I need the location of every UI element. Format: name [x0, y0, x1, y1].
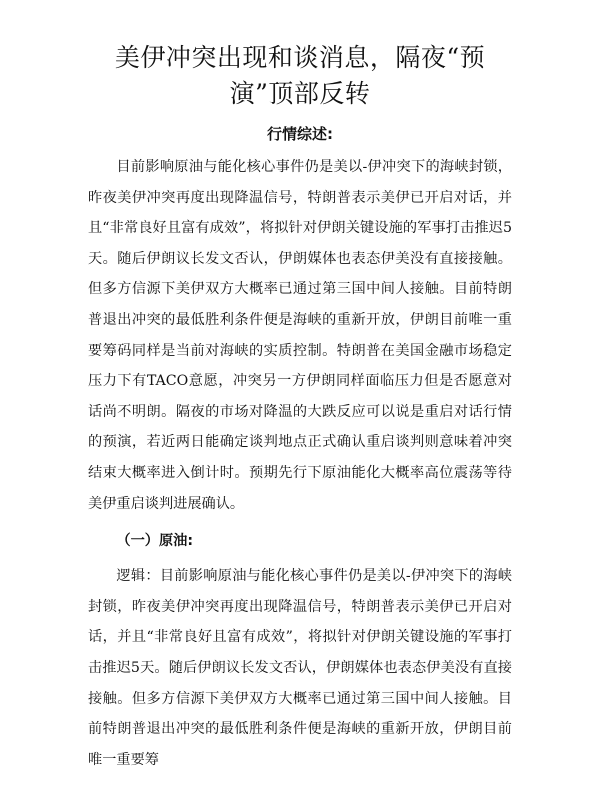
summary-paragraph: 目前影响原油与能化核心事件仍是美以-伊冲突下的海峡封锁，昨夜美伊冲突再度出现降温信号，特朗普表示美伊已开启对话，并且“非常良好且富有成效”，将拟针对伊朗关键设施的军事打击推迟5天。随后伊朗议长发文否认，伊朗媒体也表态伊美没有直接接触。但多方信源下美伊双方大概率已通过第三国中间人接触。目前特朗普退出冲突的最低胜利条件便是海峡的重新开放，伊朗目前唯一重要筹码同样是当前对海峡的实质控制。特朗普在美国金融市场稳定压力下有TACO意愿，冲突另一方伊朗同样面临压力但是否愿意对话尚不明朗。隔夜的市场对降温的大跌反应可以说是重启对话行情的预演，若近两日能确定谈判地点正式确认重启谈判则意味着冲突结束大概率进入倒计时。预期先行下原油能化大概率高位震荡等待美伊重启谈判进展确认。: [88, 159, 512, 512]
summary-heading: 行情综述:: [267, 125, 333, 143]
crude-oil-paragraph: 逻辑：目前影响原油与能化核心事件仍是美以-伊冲突下的海峡封锁，昨夜美伊冲突再度出现降温信号，特朗普表示美伊已开启对话，并且“非常良好且富有成效”，将拟针对伊朗关键设施的军事打击推迟5天。随后伊朗议长发文否认，伊朗媒体也表态伊美没有直接接触。但多方信源下美伊双方大概率已通过第三国中间人接触。目前特朗普退出冲突的最低胜利条件便是海峡的重新开放，伊朗目前唯一重要筹: [88, 568, 512, 768]
document-title: 美伊冲突出现和谈消息，隔夜“预演”顶部反转: [114, 43, 486, 108]
crude-oil-heading: （一）原油:: [116, 533, 194, 550]
